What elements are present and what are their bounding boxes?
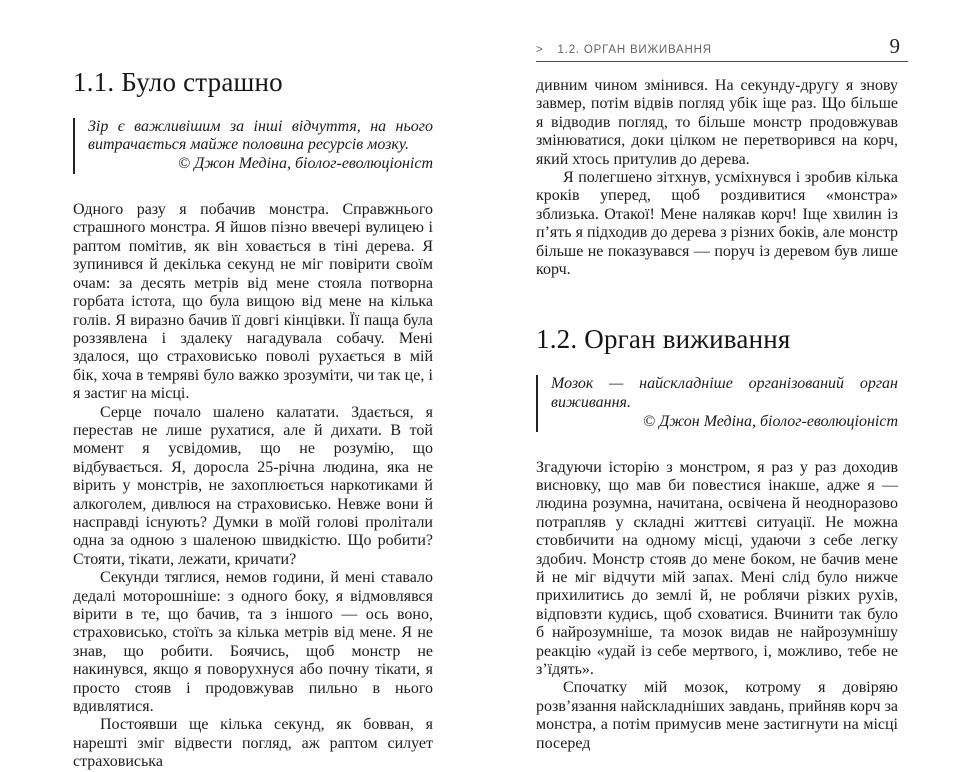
epigraph-1-2 — [536, 375, 898, 431]
body-paragraph: дивним чином змінився. На секунду-другу я знову завмер, потім відвів погляд убік іще раз. Що більше я відводив погляд, то більше монстр продовжував змінюватися, доки цілком не перетворився на корч, який хтось притулив до дерева. — [536, 77, 898, 168]
body-paragraph: Згадуючи історію з монстром, я раз у раз доходив висновку, що мав би повестися інакше, адже я — людина розумна, начитана, освічена й неодноразово потрапляв у складні життєві ситуації. Не можна стовбичити на одному місці, удаючи з себе легку здобич. Монстр стояв до мене боком, не бачив мене й не міг відчути мій запах. Мені слід було нижче прихилитись до землі й, не роблячи різких рухів, відповзти кудись, щоб сховатися. Вчинити так було б найрозумніше, та мозок видав не найрозумнішу реакцію «удай із себе мертвого, і, можливо, тебе не з’їдять». — [536, 458, 898, 679]
body-paragraph: Спочатку мій мозок, котрому я довіряю розв’язання найскладніших завдань, прийняв корч за монстра, а потім примусив мене застигнути на місці посеред — [536, 679, 898, 752]
section-heading-1-1: 1.1. Було страшно — [73, 67, 283, 97]
body-paragraph: Секунди тяглися, немов години, й мені ставало дедалі моторошніше: з одного боку, я відмовлявся вірити в те, що бачив, та з іншого — ось воно, страховисько, стоїть за кілька метрів від мене. Я не знав, що робити. Боячись, щоб монстр не накинувся, якщо я поворухнуся або почну тікати, я просто стояв і продовжував пильно в нього вдивлятися. — [73, 569, 433, 716]
body-paragraph: Серце почало шалено калатати. Здається, я перестав не лише рухатися, але й дихати. В той момент я усвідомив, що не розумію, що відбувається. Я, доросла 25-річна людина, яка не вірить у монстрів, не захоплюється наркотиками й алкоголем, дивлюся на страховисько. Невже вони й насправді існують? Думки в моїй голові пролітали одна за одною з шаленою швидкістю. Що робити? Стояти, тікати, лежати, кричати? — [73, 403, 433, 568]
epigraph-attribution: © Джон Медіна, біолог-еволюціоніст — [177, 155, 433, 173]
page-number: 9 — [889, 34, 900, 58]
running-header-title: 1.2. ОРГАН ВИЖИВАННЯ — [557, 44, 712, 56]
epigraph-text: Зір є важливішим за інші відчуття, на нього витрачається майже половина ресурсів мозку. — [88, 117, 433, 154]
epigraph-1-1 — [73, 118, 433, 174]
section-heading-1-2: 1.2. Орган виживання — [536, 324, 791, 355]
chevron-right-icon: > — [536, 44, 544, 56]
right-column — [536, 0, 898, 753]
epigraph-attribution: © Джон Медіна, біолог-еволюціоніст — [642, 412, 898, 430]
body-paragraph: Одного разу я побачив монстра. Справжнього страшного монстра. Я йшов пізно ввечері вулицею і раптом помітив, як він ховається в тіні дерева. Я зупинився й декілька секунд не міг повірити своїм очам: за десять метрів від мене стояла потворна горбата істота, що була вищою від мене на кілька голів. Я виразно бачив її довгі кінцівки. Її паща була роззявлена і здалеку нагадувала собачу. Мені здалося, що страховисько поволі рухається в мій бік, хоча в темряві було важко зрозуміти, чи так це, і я застиг на місці. — [73, 201, 433, 403]
body-paragraph: Я полегшено зітхнув, усміхнувся і зробив кілька кроків уперед, щоб роздивитися «монстра» зблизька. Отакої! Мене налякав корч! Іще хвилин із п’ять я підходив до дерева з різних боків, але монстр більше не показувався — поруч із деревом був лише корч. — [536, 169, 898, 279]
left-column — [73, 0, 433, 772]
body-paragraph: Постоявши ще кілька секунд, як бовван, я нарешті зміг відвести погляд, аж раптом силует страховиська — [73, 716, 433, 771]
epigraph-text: Мозок — найскладніше організований орган виживання. — [551, 375, 898, 411]
